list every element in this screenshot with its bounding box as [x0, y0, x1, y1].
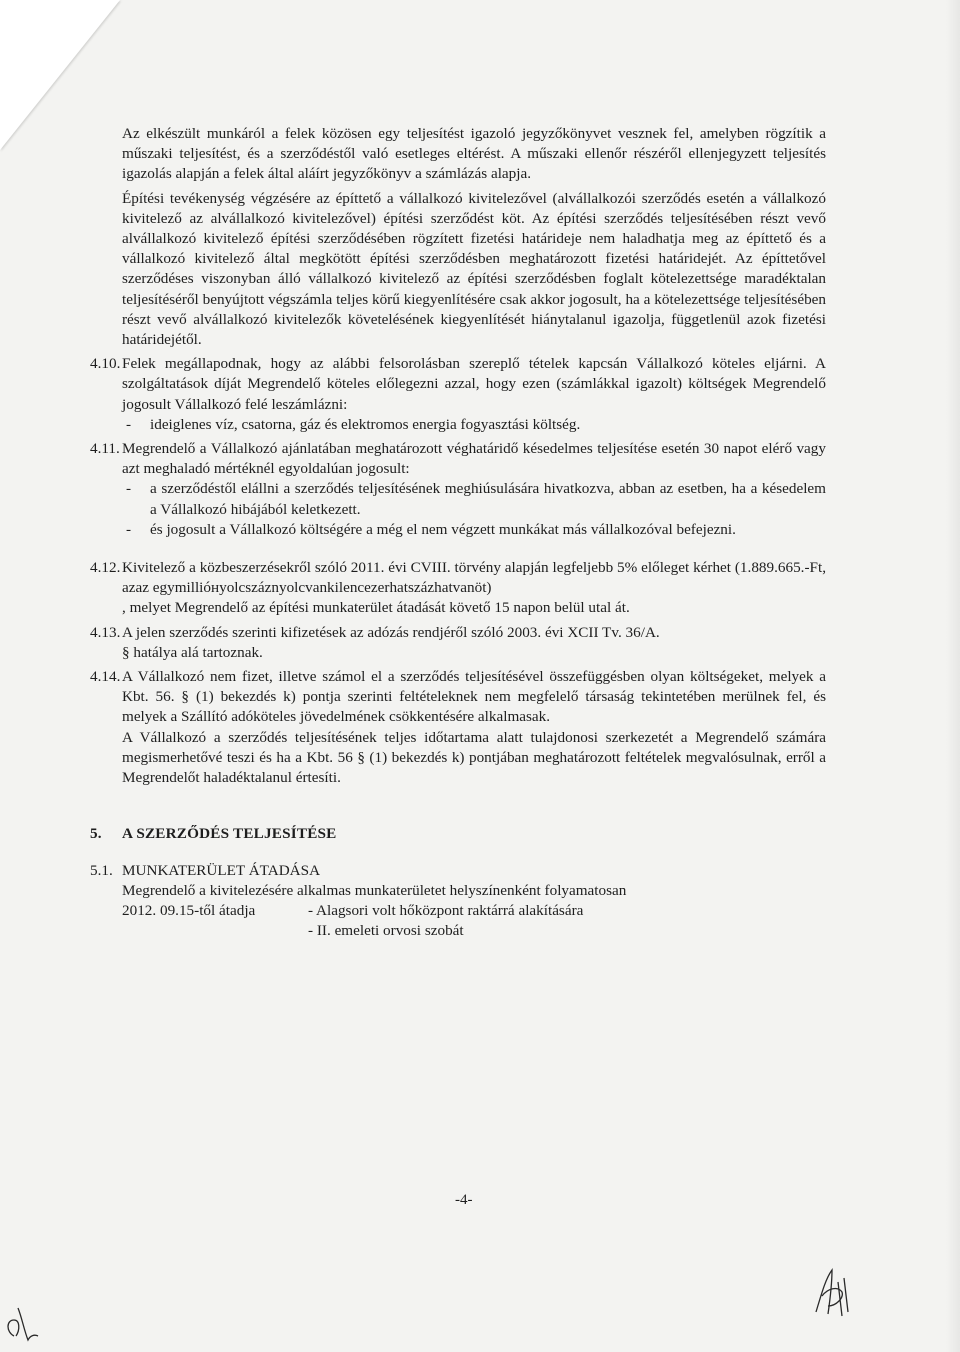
subsection-5-1 — [90, 861, 826, 942]
section-title: A SZERZŐDÉS TELJESÍTÉSE — [122, 825, 337, 843]
clause-text: A jelen szerződés szerinti kifizetések az adózás rendjéről szóló 2003. évi XCII Tv. 36/A. — [122, 623, 660, 641]
clause-number: 4.14. — [90, 668, 121, 686]
clause-4-13 — [90, 623, 826, 663]
clause-text: Felek megállapodnak, hogy az alábbi felsorolásban szereplő tételek kapcsán Vállalkozó köteles eljárni. A szolgáltatások díját Megrendelő köteles előlegezni azzal, hogy ezen (számlákkal igazolt) költségek Megrendelő jogosult Vállalkozó felé leszámlázni: — [122, 355, 826, 413]
clause-continuation: § hatálya alá tartoznak. — [122, 643, 263, 661]
clause-number: 4.12. — [90, 559, 121, 577]
list-item — [122, 415, 826, 435]
document-body — [90, 124, 826, 941]
clause-text-2: A Vállalkozó a szerződés teljesítésének teljes időtartama alatt tulajdonosi szerkezetét a Megrendelő számára megismerhetővé teszi és ha a Kbt. 56 § (1) bekezdés k) pontjában meghatározott feltételek megvalósulnak, erről a Megrendelőt haladéktalanul értesíti. — [122, 728, 826, 787]
subsection-title: MUNKATERÜLET ÁTADÁSA — [122, 861, 321, 879]
clause-continuation: , melyet Megrendelő az építési munkaterület átadását követő 15 napon belül utal át. — [122, 599, 630, 617]
clause-4-11 — [90, 439, 826, 540]
list-item-text: a szerződéstől elállni a szerződés teljesítésének meghiúsulására hivatkozva, abban az esetben, ha a késedelem a Vállalkozó hibájából keletkezett. — [150, 480, 826, 518]
clause-text: A Vállalkozó nem fizet, illetve számol el a szerződés teljesítésével összefüggésben olyan költségeket, melyek a Kbt. 56. § (1) bekezdés k) pontja szerinti feltételeknek nem megfelelő társaság tekintetében merülnek fel, és melyek a Szállító adóköteles jövedelmének csökkentésére alkalmasak. — [122, 668, 826, 726]
intro-paragraph-2: Építési tevékenység végzésére az építtető a vállalkozó kivitelezővel (alvállalkozói szerződés esetén a vállalkozó kivitelező az alvállalkozó kivitelezővel) építési szerződést köt. Az építési szerződés teljesítésében részt vevő alvállalkozó kivitelező építési szerződésében rögzített fizetési határideje nem haladhatja meg az építtető és a vállalkozó kivitelező által megkötött építési szerződésben meghatározott fizetési határidejét. Az építtetővel szerződéses viszonyban álló vállalkozó kivitelező az építési szerződésben foglalt kötelezettsége maradéktalan teljesítéséről benyújtott végszámla teljes körű kiegyenlítésére csak akkor jogosult, ha a kötelezettsége teljesítésében részt vevő alvállalkozó kivitelezők követelésének kiegyenlítését hiánytalanul igazolja, függetlenül azok fizetési határidejétől. — [122, 189, 826, 349]
subsection-text: Megrendelő a kivitelezésére alkalmas munkaterületet helyszínenként folyamatosan — [122, 881, 627, 899]
section-heading — [90, 824, 826, 844]
handover-date: 2012. 09.15-től átadja — [122, 901, 256, 919]
page-number: -4- — [455, 1192, 473, 1208]
clause-number: 4.13. — [90, 623, 121, 641]
handover-locations — [308, 901, 826, 941]
dash-bullet: - — [126, 480, 132, 498]
clause-text: Kivitelező a közbeszerzésekről szóló 2011. évi CVIII. törvény alapján legfeljebb 5% előleget kérhet (1.889.665.-Ft, azaz egymillióнyolcszáznyolcvankilencezerhatszázhatvanöt) — [122, 559, 826, 597]
intro-paragraph-1: Az elkészült munkáról a felek közösen egy teljesítést igazoló jegyzőkönyvet vesznek fel, amelyben rögzítik a műszaki teljesítést, és a szerződéstől való esetleges eltérést. A műszaki ellenőr részéről ellenjegyzett teljesítés igazolás alapján a felek által aláírt jegyzőkönyv a számlázás alapja. — [122, 125, 826, 183]
initials-signature-right — [802, 1262, 862, 1322]
clause-number: 4.10. — [90, 355, 121, 373]
initials-signature-left — [0, 1296, 44, 1346]
page-fold-corner — [0, 0, 120, 150]
list-item-text: és jogosult a Vállalkozó költségére a még el nem végzett munkákat más vállalkozóval befejezni. — [150, 520, 736, 538]
list-item — [122, 479, 826, 519]
section-number: 5. — [90, 825, 102, 843]
handover-row — [122, 901, 826, 941]
clause-4-10 — [90, 354, 826, 435]
dash-bullet: - — [126, 415, 132, 433]
dash-bullet: - — [126, 520, 132, 538]
clause-4-12 — [90, 558, 826, 619]
list-item-text: ideiglenes víz, csatorna, gáz és elektromos energia fogyasztási költség. — [150, 415, 581, 433]
subsection-number: 5.1. — [90, 861, 113, 879]
clause-text: Megrendelő a Vállalkozó ajánlatában meghatározott véghatáridő késedelmes teljesítése esetén 30 napot elérő vagy azt meghaladó mértéknél egyoldalúan jogosult: — [122, 440, 826, 478]
clause-number: 4.11. — [90, 440, 120, 458]
clause-4-14 — [90, 667, 826, 788]
location-item: - Alagsori volt hőközpont raktárrá alakítására — [308, 901, 584, 919]
list-item — [122, 520, 826, 540]
location-item: - II. emeleti orvosi szobát — [308, 922, 464, 940]
page-edge — [946, 0, 960, 1352]
